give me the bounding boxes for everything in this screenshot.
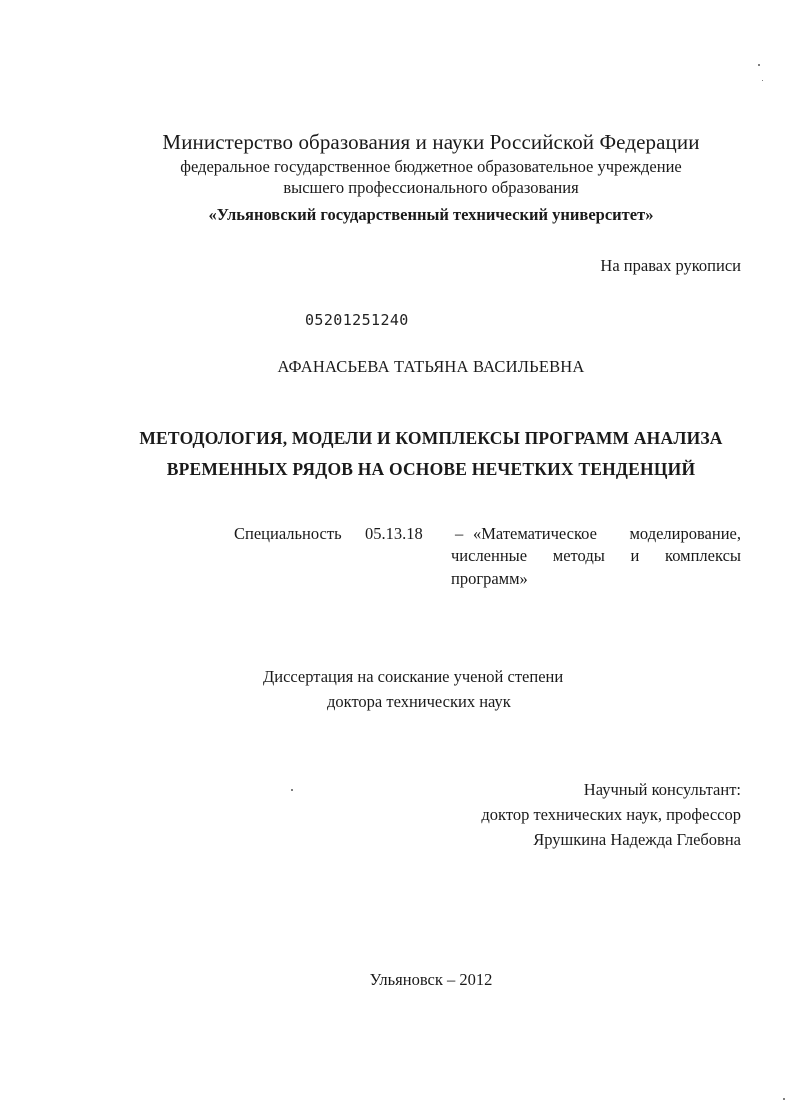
scan-speck xyxy=(291,789,293,791)
consultant-degree: доктор технических наук, профессор xyxy=(481,805,741,824)
education-level: высшего профессионального образования xyxy=(283,178,579,197)
scan-speck xyxy=(762,80,763,81)
specialty-name-line-2: численные методы и комплексы xyxy=(451,546,741,565)
dissertation-degree-line-1: Диссертация на соискание ученой степени xyxy=(263,667,564,686)
institution-type: федеральное государственное бюджетное образовательное учреждение xyxy=(180,157,682,176)
dissertation-degree-line-2: доктора технических наук xyxy=(327,692,511,711)
consultant-name: Ярушкина Надежда Глебовна xyxy=(533,830,741,849)
university-name: «Ульяновский государственный технический университет» xyxy=(208,205,654,224)
thesis-title-line-1: МЕТОДОЛОГИЯ, МОДЕЛИ И КОМПЛЕКСЫ ПРОГРАММ АНАЛИЗА xyxy=(139,428,723,448)
document-code: 05201251240 xyxy=(305,311,409,329)
thesis-title-line-2: ВРЕМЕННЫХ РЯДОВ НА ОСНОВЕ НЕЧЕТКИХ ТЕНДЕНЦИЙ xyxy=(166,459,696,479)
specialty-dash: – xyxy=(455,524,464,543)
specialty-name-line-3: программ» xyxy=(451,569,528,588)
scan-speck xyxy=(783,1098,785,1100)
scan-speck xyxy=(758,64,760,66)
specialty-code: 05.13.18 xyxy=(365,524,423,543)
specialty-label: Специальность xyxy=(234,524,342,543)
specialty-name-line-1: «Математическое моделирование, xyxy=(473,524,741,543)
city-year: Ульяновск – 2012 xyxy=(369,970,493,989)
manuscript-note: На правах рукописи xyxy=(600,256,741,275)
consultant-label: Научный консультант: xyxy=(583,780,741,799)
ministry-heading: Министерство образования и науки Российской Федерации xyxy=(162,130,700,154)
author-name: АФАНАСЬЕВА ТАТЬЯНА ВАСИЛЬЕВНА xyxy=(277,357,585,376)
